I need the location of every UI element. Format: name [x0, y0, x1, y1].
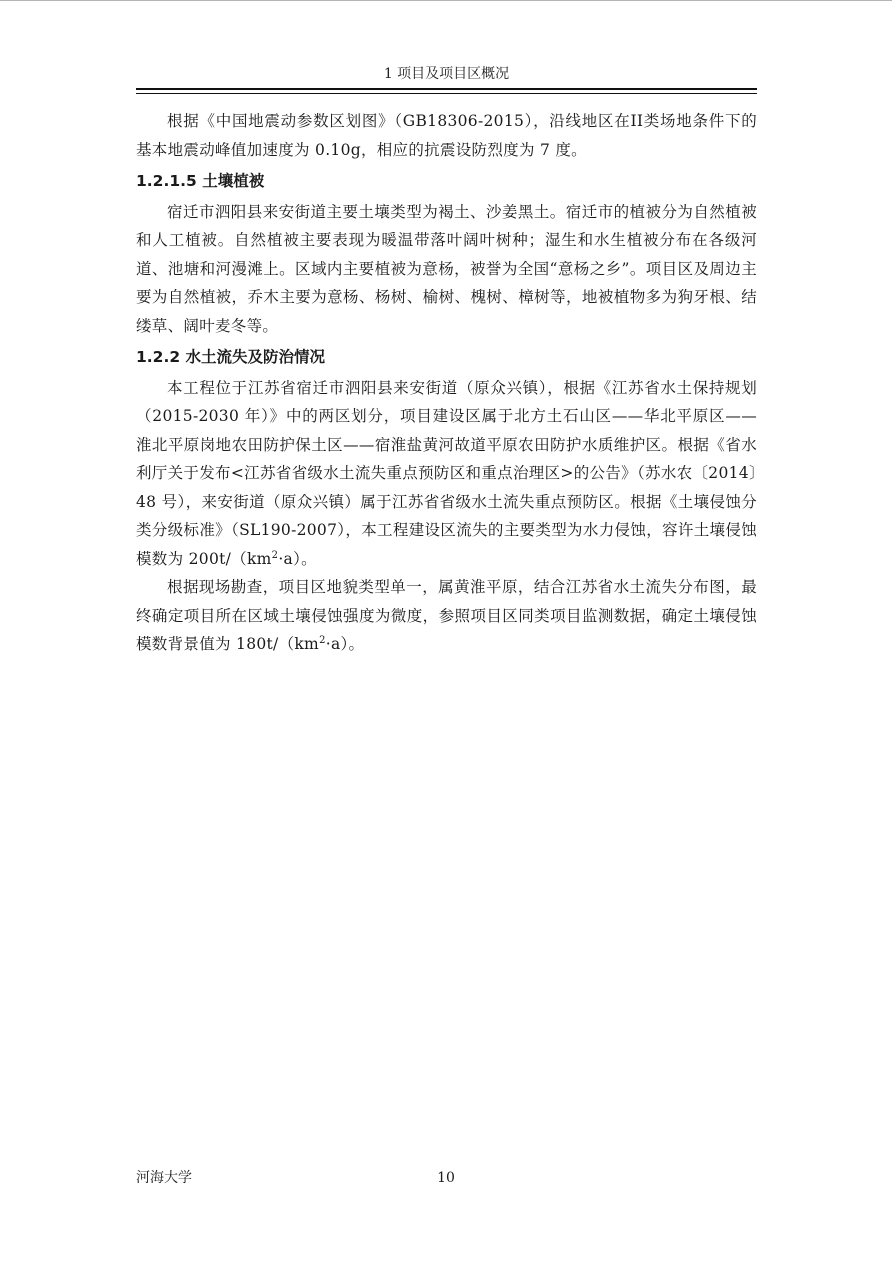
paragraph-erosion-background-text: 根据现场勘查，项目区地貌类型单一，属黄淮平原，结合江苏省水土流失分布图，最终确定项目所在区域土壤侵蚀强度为微度，参照项目区同类项目监测数据，确定土壤侵蚀模数背景值为 180t/（km [136, 578, 757, 653]
superscript-squared: 2 [319, 634, 326, 646]
paragraph-soil-vegetation: 宿迁市泗阳县来安街道主要土壤类型为褐土、沙姜黑土。宿迁市的植被分为自然植被和人工植被。自然植被主要表现为暖温带落叶阔叶树种；湿生和水生植被分布在各级河道、池塘和河漫滩上。区域内主要植被为意杨，被誉为全国“意杨之乡”。项目区及周边主要为自然植被，乔木主要为意杨、杨树、榆树、槐树、樟树等，地被植物多为狗牙根、结缕草、阔叶麦冬等。 [136, 202, 757, 335]
page-body [136, 107, 757, 659]
running-header-title: 1 项目及项目区概况 [383, 66, 510, 82]
superscript-squared: 2 [271, 549, 279, 561]
footer-institution: 河海大学 [136, 1170, 192, 1186]
paragraph-erosion-background [136, 573, 757, 659]
section-heading-soil-vegetation: 1.2.1.5 土壤植被 [136, 172, 265, 190]
footer-page-number: 10 [437, 1170, 455, 1186]
paragraph-erosion-zoning-tail: ·a）。 [278, 549, 317, 568]
paragraph-seismic: 根据《中国地震动参数区划图》（GB18306-2015），沿线地区在II类场地条件下的基本地震动峰值加速度为 0.10g，相应的抗震设防烈度为 7 度。 [136, 112, 757, 159]
header-rule-thick [136, 88, 757, 90]
page-top-edge [0, 0, 892, 1]
paragraph-erosion-zoning-text: 本工程位于江苏省宿迁市泗阳县来安街道（原众兴镇），根据《江苏省水土保持规划（2015-2030 年）》中的两区划分，项目建设区属于北方土石山区——华北平原区——淮北平原岗地农田防护保土区——宿淮盐黄河故道平原农田防护水质维护区。根据《省水利厅关于发布<江苏省省级水土流失重点预防区和重点治理区>的公告》（苏水农〔2014〕48 号），来安街道（原众兴镇）属于江苏省省级水土流失重点预防区。根据《土壤侵蚀分类分级标准》（SL190-2007），本工程建设区流失的主要类型为水力侵蚀，容许土壤侵蚀模数为 200t/（km [136, 378, 757, 568]
header-rule-thin [136, 93, 757, 94]
paragraph-erosion-zoning [136, 374, 757, 574]
section-heading-soil-erosion: 1.2.2 水土流失及防治情况 [136, 348, 326, 366]
paragraph-erosion-background-tail: ·a）。 [325, 635, 365, 653]
